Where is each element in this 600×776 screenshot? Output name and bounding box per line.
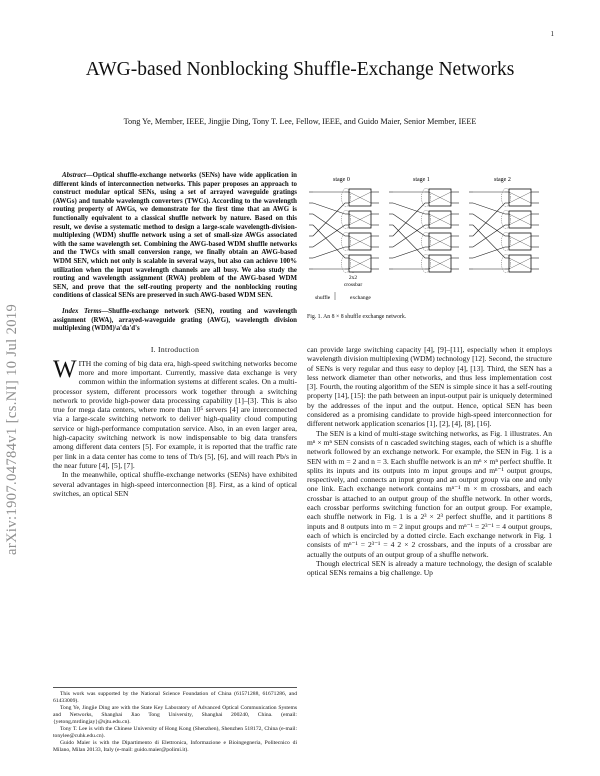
crossbar-label-line1: 2x2 — [348, 275, 358, 281]
network-links — [309, 192, 539, 273]
shuffle-link — [473, 214, 505, 236]
shuffle-link — [313, 203, 345, 236]
crossbar-label-line2: crossbar — [343, 282, 363, 288]
paper-title: AWG-based Nonblocking Shuffle-Exchange Networks — [85, 59, 515, 80]
shuffle-link — [313, 203, 345, 214]
crossbar-boxes — [349, 189, 531, 272]
index-terms — [53, 308, 297, 334]
shuffle-link — [473, 225, 505, 247]
drop-cap: W — [53, 355, 77, 383]
footnote-affiliation-1: Tong Ye, Jingjie Ding are with the State Key Laboratory of Advanced Optical Communication Systems and Networks, Shanghai Jiao Tong University, Shanghai 200240, China. (email: {yetong,mrdingjay}@sjtu.edu.cn). — [53, 705, 297, 725]
shuffle-link — [313, 214, 345, 236]
footnote-affiliation-3: Guido Maier is with the Dipartimento di Elettronica, Informazione e Bioingegneria, Politecnico di Milano, Milan 20133, Italy (e-mail: guido.maier@polimi.it). — [53, 740, 297, 753]
figure-caption: Fig. 1. An 8 × 8 shuffle exchange network. — [307, 314, 407, 320]
abstract — [53, 172, 297, 301]
shuffle-link — [473, 225, 505, 258]
shuffle-link — [313, 225, 345, 258]
arxiv-stamp — [4, 303, 26, 577]
shuffle-link — [313, 247, 345, 258]
stage-0-label: stage 0 — [333, 177, 350, 183]
shuffle-link — [393, 203, 425, 214]
shuffle-link — [473, 203, 505, 236]
shuffle-link — [393, 203, 425, 236]
right-column — [307, 345, 552, 577]
intro-paragraph-2: In the meanwhile, optical shuffle-exchange networks (SENs) have exhibited several advantages in high-speed interconnection [8]. First, as a kind of optical switches, an optical SEN — [53, 470, 297, 498]
shuffle-label: shuffle — [315, 295, 331, 301]
right-paragraph-2: The SEN is a kind of multi-stage switching networks, as Fig. 1 illustrates. An mⁿ × mⁿ SEN consists of n cascaded switching stages, each of which is a shuffle network followed by an exchange network. For example, the SEN in Fig. 1 is a SEN with m = 2 and n = 3. Each shuffle network is an mⁿ × mⁿ perfect shuffle. It splits its inputs and its outputs into m input groups and mⁿ⁻¹ output groups, respectively, and connects an input group and an output group via one and only one link. Each exchange network contains mⁿ⁻¹ m × m crossbars, and each crossbar is attached to an output group of the shuffle network. In other words, each crossbar performs switching function for an output group. For example, each shuffle network in Fig. 1 is a 2³ × 2³ perfect shuffle, and it partitions 8 inputs and 8 outputs into m = 2 input groups and mⁿ⁻¹ = 2³⁻¹ = 4 output groups, each of which is encircled by a dotted circle. Each exchange network in Fig. 1 consists of mⁿ⁻¹ = 2³⁻¹ = 4 2 × 2 crossbars, and the inputs of a crossbar are actually the outputs of an output group of a shuffle network. — [307, 428, 552, 559]
exchange-label: exchange — [350, 295, 371, 301]
abstract-label: Abstract — [62, 172, 86, 179]
footnote — [53, 687, 297, 754]
footnote-funding: This work was supported by the National Science Foundation of China (61571288, 61671286, and 61433009). — [53, 691, 297, 704]
page-number: 1 — [550, 30, 554, 38]
shuffle-link — [393, 247, 425, 258]
author-list: Tong Ye, Member, IEEE, Jingjie Ding, Tony T. Lee, Fellow, IEEE, and Guido Maier, Senior Member, IEEE — [123, 117, 477, 126]
section-heading: I. Introduction — [150, 344, 200, 354]
shuffle-link — [313, 225, 345, 247]
stage-1-label: stage 1 — [413, 177, 430, 183]
stage-2-label: stage 2 — [494, 177, 511, 183]
intro-paragraph-1-text: ITH the coming of big data era, high-speed switching networks become more and more important. Currently, massive data exchange is very common within the information systems at different scales. On a multi-processor system, different processors work together through a switching network to provide high-power data processing capability [1]–[3]. This is also true for mega data centers, where more than 10⁵ servers [4] are interconnected via a large-scale switching network to deliver high-quality cloud computing service or high-performance computation service. Also, in an even larger area, high-capacity switching network is now indispensable to big data transfers among different data centers [5]. For example, it is reported that the traffic rate per link in a data center has come to tens of Tb/s [5], [6], and will reach Pb/s in the near future [4], [5], [7]. — [53, 358, 297, 470]
shuffle-exchange-figure — [305, 170, 555, 320]
arxiv-stamp-text: arXiv:1907.04784v1 [cs.NI] 10 Jul 2019 — [4, 303, 20, 555]
shuffle-link — [393, 214, 425, 236]
shuffle-link — [393, 225, 425, 247]
shuffle-link — [393, 225, 425, 258]
abstract-text: —Optical shuffle-exchange networks (SENs) have wide application in different kinds of interconnection networks. This paper proposes an approach to construct modular optical SENs, using a set of arrayed waveguide gratings (AWGs) and tunable wavelength converters (TWCs). According to the wavelength routing property of AWGs, we demonstrate for the first time that an AWG is functionally equivalent to a classical shuffle network by nature. Based on this result, we devise a systematic method to design a large-scale wavelength-division-multiplexing (WDM) shuffle network using a set of small-size AWGs associated with the same wavelength set. Combining the AWG-based WDM shuffle networks and the TWCs with small conversion range, we finally obtain an AWG-based WDM SEN, which not only is scalable in several ways, but also can achieve 100% utilization when the input wavelength channels are all busy. We also study the routing and wavelength assignment (RWA) problem of the AWG-based WDM SEN, and prove that the self-routing property and the nonblocking routing conditions of classical SENs are preserved in such AWG-based WDM SEN. — [53, 172, 297, 300]
intro-paragraph-1 — [53, 355, 297, 471]
index-terms-label: Index Terms — [62, 307, 102, 315]
right-paragraph-3: Though electrical SEN is already a mature technology, the design of scalable optical SENs remains a big challenge. Up — [307, 558, 552, 578]
right-paragraph-1: can provide large switching capacity [4], [9]–[11], especially when it employs wavelength division multiplexing (WDM) technology [12]. Second, the structure of SENs is very regular and thus easy to deploy [4], [13]. Third, the SEN has a less network diameter than other networks, and thus less implementation cost [3]. Fourth, the routing algorithm of the SEN is simple since it has a self-routing property [14], [15]: the path between an input-output pair is uniquely determined by the addresses of the input and the output. Hence, optical SEN has been considered as a promising candidate to provide high-speed interconnection for different network application scenarios [1], [2], [4], [8], [16]. — [307, 345, 552, 429]
left-column — [53, 172, 297, 498]
shuffle-link — [473, 203, 505, 214]
shuffle-link — [473, 247, 505, 258]
index-terms-text: —Shuffle-exchange network (SEN), routing and wavelength assignment (RWA), arrayed-waveguide grating (AWG), wavelength division multiplexing (WDM)\a'da'd's — [53, 307, 298, 333]
footnote-affiliation-2: Tony T. Lee is with the Chinese University of Hong Kong (Shenzhen), Shenzhen 518172, China (e-mail: tonylee@cuhk.edu.cn). — [53, 726, 297, 739]
